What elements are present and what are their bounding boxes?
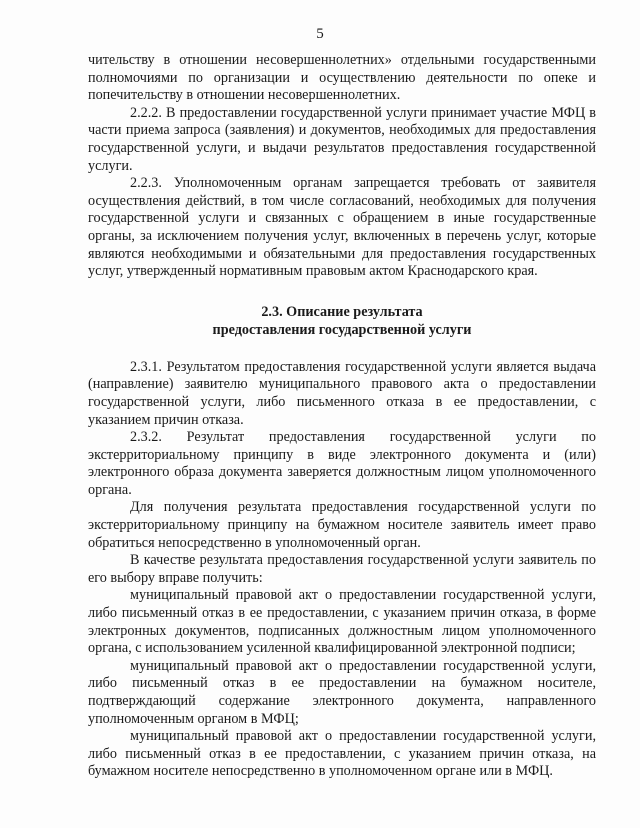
list-item-electronic: муниципальный правовой акт о предоставлении государственной услуги, либо письменный отказ в ее предоставлении, с указанием причин отказа, в форме электронных документов, подписанных должностным лицом уполномоченного органа, с использованием усиленной квалифицированной электронной подписи;	[88, 587, 596, 657]
section-heading	[88, 303, 596, 339]
paragraph-result-choice: В качестве результата предоставления государственной услуги заявитель по его выбору вправе получить:	[88, 552, 596, 586]
document-body	[88, 52, 596, 781]
list-item-paper-mfc: муниципальный правовой акт о предоставлении государственной услуги, либо письменный отказ в ее предоставлении на бумажном носителе, подтверждающий содержание электронного документа, направленного уполномоченным органом в МФЦ;	[88, 657, 596, 727]
paragraph-2-2-3: 2.2.3. Уполномоченным органам запрещается требовать от заявителя осуществления действий, в том числе согласований, необходимых для получения государственной услуги и связанных с обращением в иные государственные органы, за исключением получения услуг, включенных в перечень услуг, которые являются необходимыми и обязательными для предоставления государственных услуг, утвержденный нормативным правовым актом Краснодарского края.	[88, 175, 596, 280]
page-number: 5	[316, 26, 324, 42]
paragraph-2-3-1: 2.3.1. Результатом предоставления государственной услуги является выдача (направление) заявителю муниципального правового акта о предоставлении государственной услуги, либо письменного отказа в ее предоставлении, с указанием причин отказа.	[88, 358, 596, 428]
paragraph-2-2-2: 2.2.2. В предоставлении государственной услуги принимает участие МФЦ в части приема запроса (заявления) и документов, необходимых для предоставления государственной услуги, и выдачи результатов предоставления государственной услуги.	[88, 104, 596, 174]
paragraph-paper-result: Для получения результата предоставления государственной услуги по экстерриториальному принципу на бумажном носителе заявитель имеет право обратиться непосредственно в уполномоченный орган.	[88, 499, 596, 551]
paragraph-continuation: чительству в отношении несовершеннолетних» отдельными государственными полномочиями по организации и осуществлению деятельности по опеке и попечительству в отношении несовершеннолетних.	[88, 52, 596, 104]
list-item-paper-direct: муниципальный правовой акт о предоставлении государственной услуги, либо письменный отказ в ее предоставлении, с указанием причин отказа, на бумажном носителе непосредственно в уполномоченном органе или в МФЦ.	[88, 728, 596, 780]
paragraph-2-3-2: 2.3.2. Результат предоставления государственной услуги по экстерриториальному принципу в виде электронного документа и (или) электронного образа документа заверяется должностным лицом уполномоченного органа.	[88, 429, 596, 498]
section-heading-line2: предоставления государственной услуги	[212, 321, 472, 338]
section-heading-line1: 2.3. Описание результата	[261, 303, 423, 320]
